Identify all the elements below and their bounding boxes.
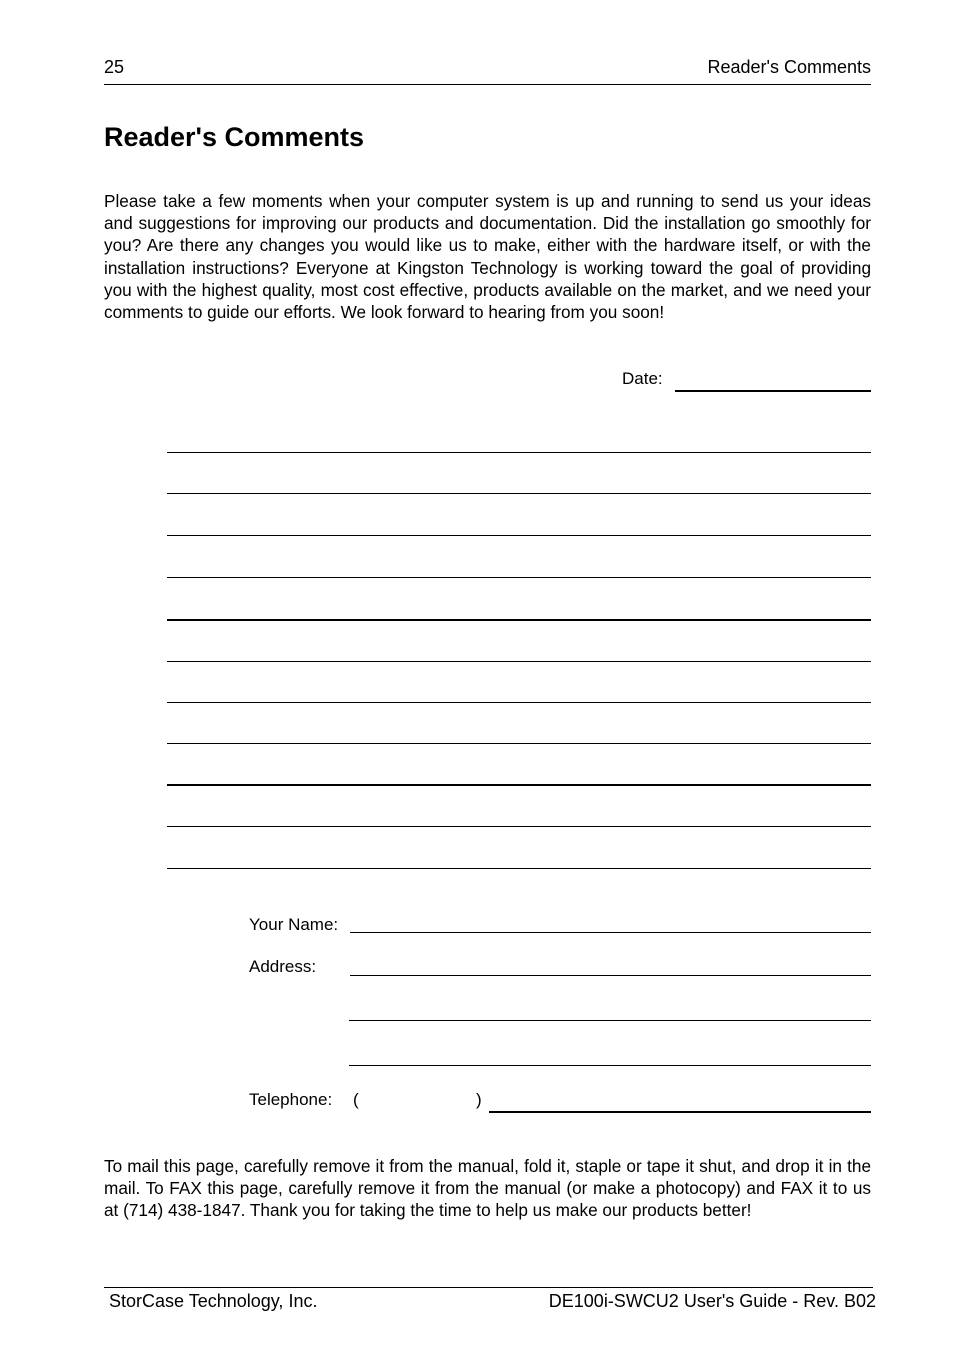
mail-instructions: To mail this page, carefully remove it from the manual, fold it, staple or tape it shut, and drop it in the mail. To FAX this page, carefully remove it from the manual (or make a photocopy) and FAX it to us at (714) 438-1847. Thank you for taking the time to help us make our products better!: [104, 1156, 871, 1221]
comment-line[interactable]: [167, 702, 871, 703]
page-number: 25: [104, 57, 125, 77]
comment-line[interactable]: [167, 743, 871, 744]
address-field-line-2[interactable]: [349, 1020, 871, 1021]
footer-company: StorCase Technology, Inc.: [109, 1291, 318, 1311]
area-code-close-paren: ): [476, 1090, 482, 1109]
date-field[interactable]: [675, 390, 871, 392]
page-title: Reader's Comments: [104, 122, 365, 152]
comment-line[interactable]: [167, 784, 871, 786]
area-code-open-paren: (: [353, 1090, 359, 1109]
header-rule: [104, 84, 871, 85]
footer-rule: [104, 1287, 873, 1288]
telephone-label: Telephone:: [249, 1090, 333, 1109]
comment-line[interactable]: [167, 577, 871, 578]
footer-document-title: DE100i-SWCU2 User's Guide - Rev. B02: [548, 1291, 876, 1311]
telephone-field[interactable]: [489, 1111, 871, 1113]
intro-paragraph: Please take a few moments when your computer system is up and running to send us your ideas and suggestions for improving our products and documentation. Did the installation go smoothly for you? Are there any changes you would like us to make, either with the hardware itself, or with the installation instructions? Everyone at Kingston Technology is working toward the goal of providing you with the highest quality, most cost effective, products available on the market, and we need your comments to guide our efforts. We look forward to hearing from you soon!: [104, 191, 871, 323]
comment-line[interactable]: [167, 826, 871, 827]
address-field-line-1[interactable]: [350, 975, 871, 976]
running-head: Reader's Comments: [707, 57, 871, 77]
comment-line[interactable]: [167, 535, 871, 536]
date-label: Date:: [622, 369, 663, 388]
comment-line[interactable]: [167, 868, 871, 869]
comment-line[interactable]: [167, 619, 871, 621]
comment-line[interactable]: [167, 661, 871, 662]
name-field[interactable]: [350, 932, 871, 933]
address-label: Address:: [249, 957, 317, 976]
address-field-line-3[interactable]: [349, 1065, 871, 1066]
comment-line[interactable]: [167, 493, 871, 494]
name-label: Your Name:: [249, 915, 339, 934]
comment-line[interactable]: [167, 452, 871, 453]
